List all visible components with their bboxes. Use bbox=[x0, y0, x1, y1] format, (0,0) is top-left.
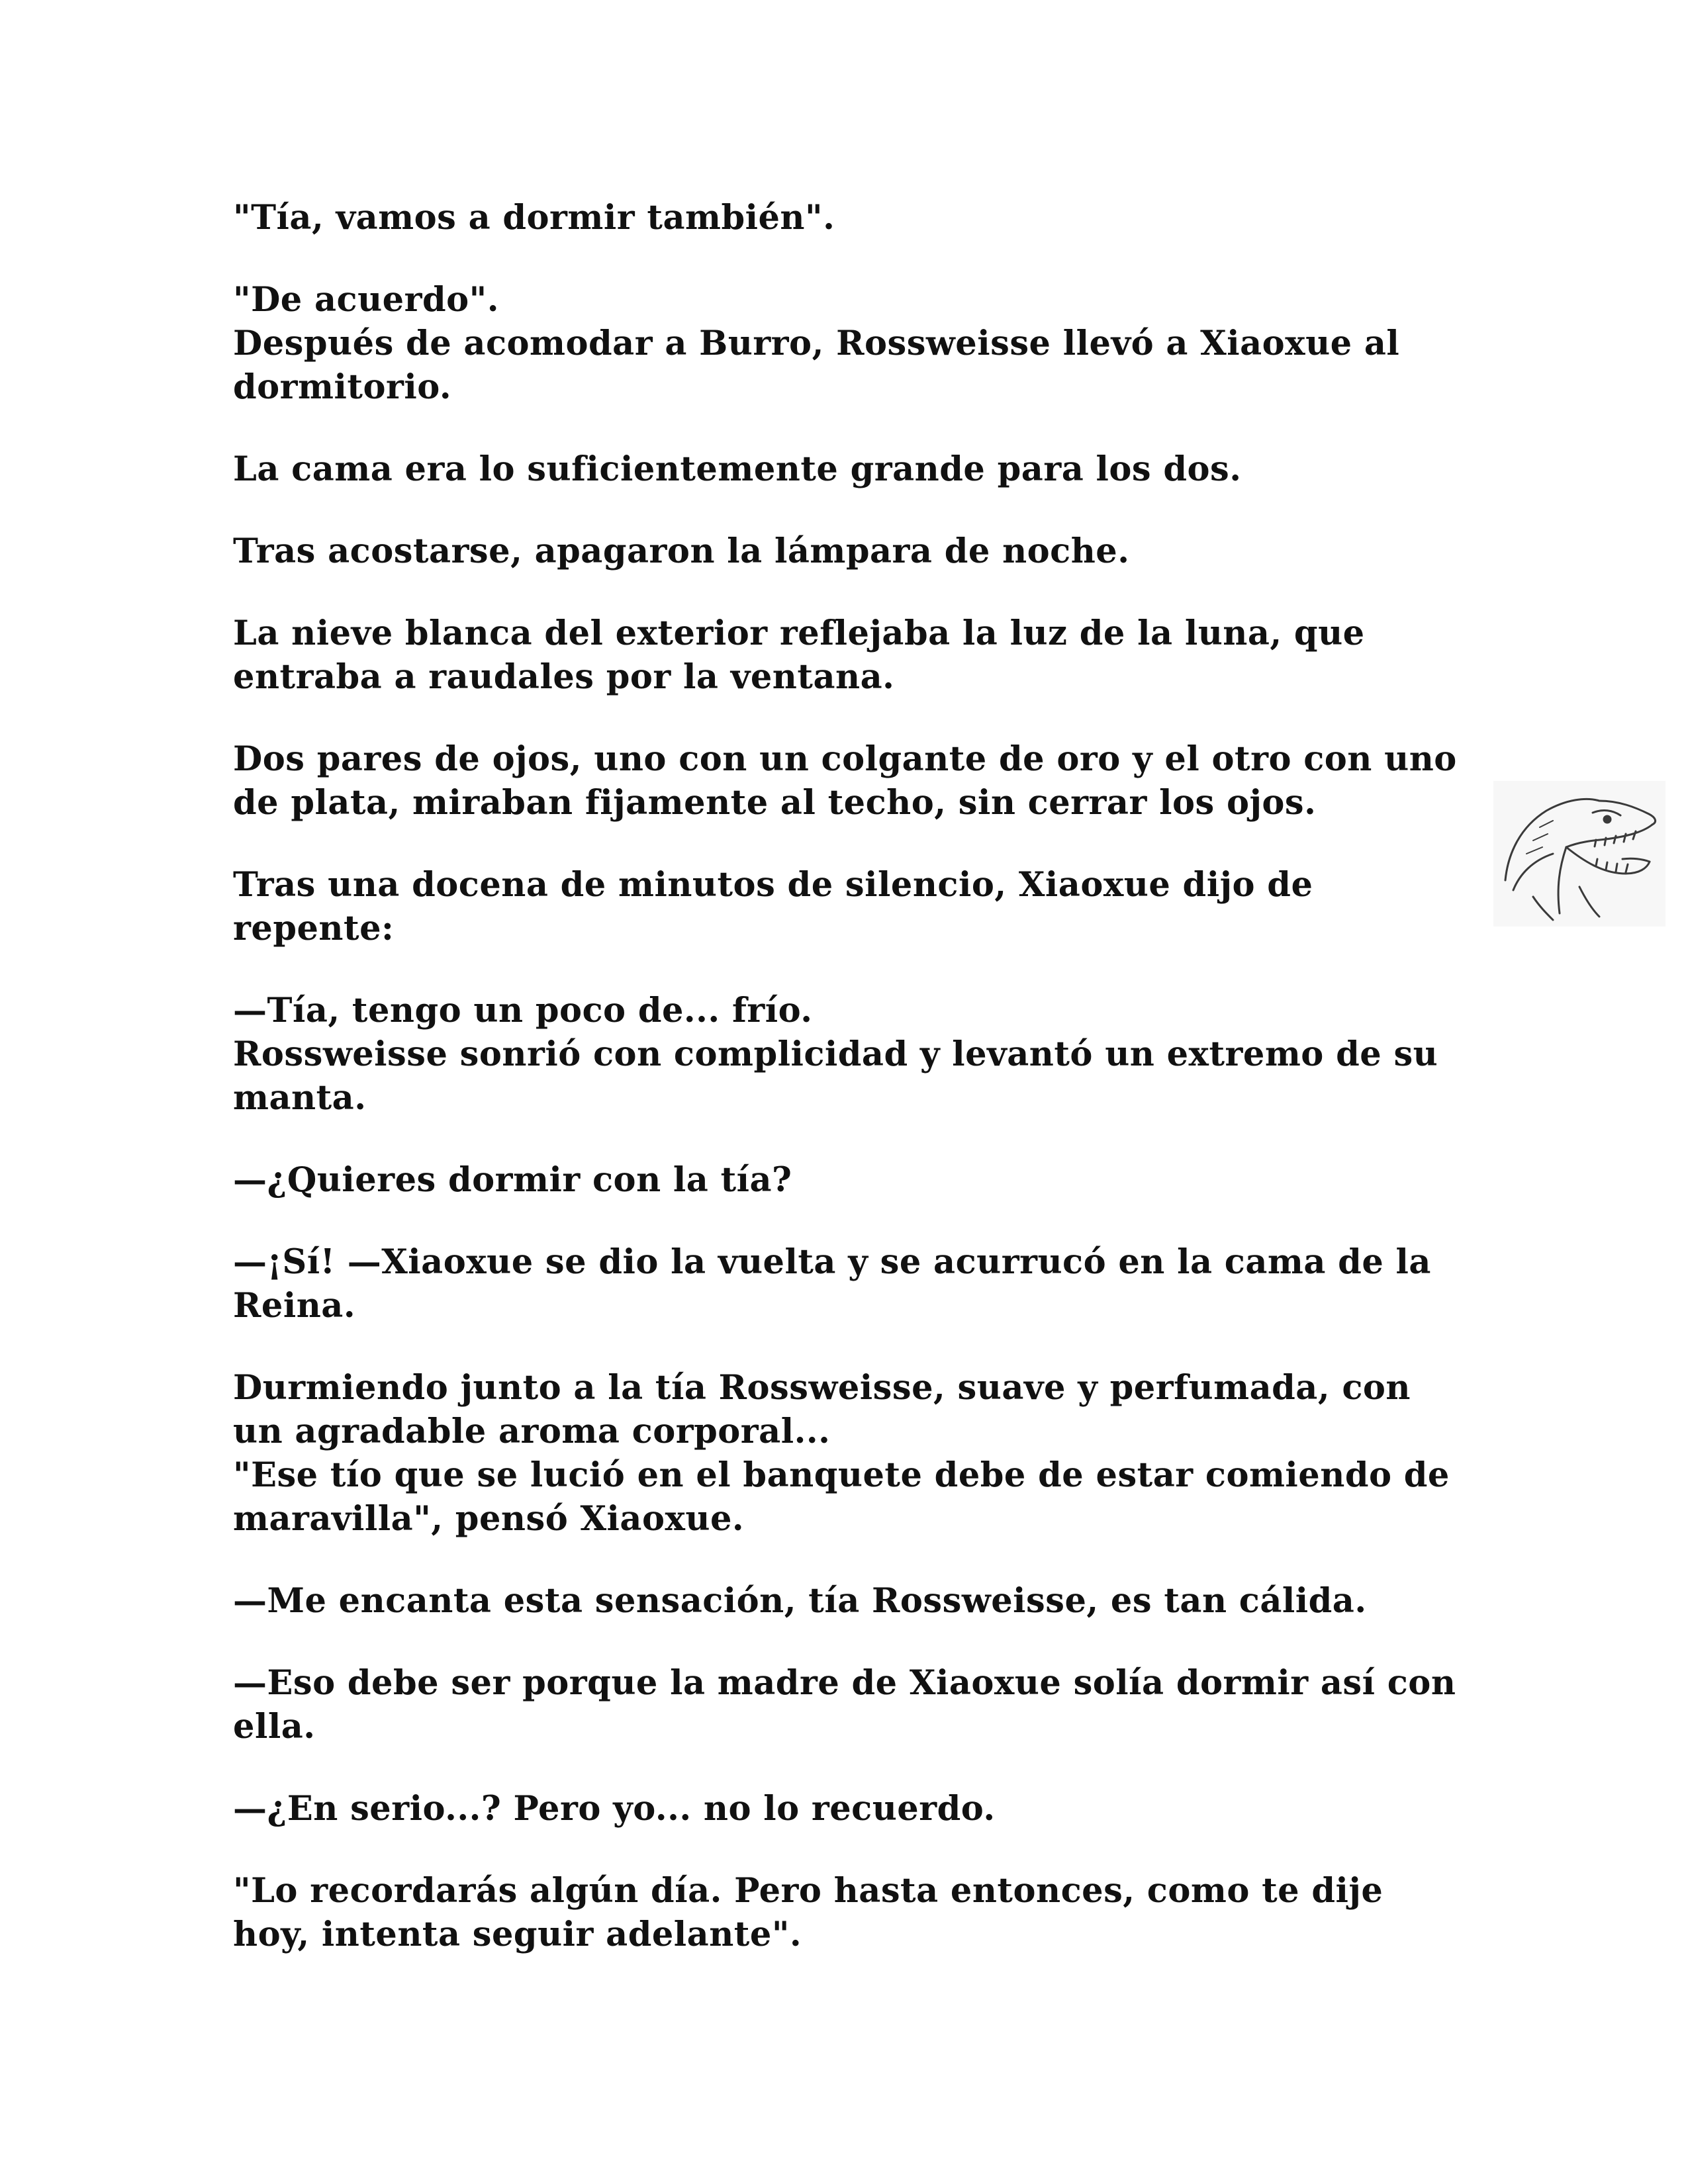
paragraph-line: "Lo recordarás algún día. Pero hasta entonces, como te dije hoy, intenta seguir adelante". bbox=[233, 1871, 1383, 1954]
paragraph-line: "Ese tío que se lució en el banquete debe de estar comiendo de maravilla", pensó Xiaoxue. bbox=[233, 1455, 1450, 1539]
paragraph-14 bbox=[233, 1787, 1464, 1831]
paragraph-1 bbox=[233, 196, 1464, 240]
paragraph-line: —Tía, tengo un poco de... frío. bbox=[233, 991, 813, 1030]
paragraph-line: Tras una docena de minutos de silencio, Xiaoxue dijo de repente: bbox=[233, 865, 1313, 948]
paragraph-line: La cama era lo suficientemente grande para los dos. bbox=[233, 449, 1242, 489]
dinosaur-head-icon bbox=[1493, 781, 1665, 927]
paragraph-13 bbox=[233, 1661, 1464, 1749]
paragraph-4 bbox=[233, 529, 1464, 573]
paragraph-8 bbox=[233, 989, 1464, 1120]
paragraph-line: —¡Sí! —Xiaoxue se dio la vuelta y se acurrucó en la cama de la Reina. bbox=[233, 1242, 1431, 1326]
paragraph-line: —¿En serio...? Pero yo... no lo recuerdo. bbox=[233, 1789, 996, 1829]
paragraph-6 bbox=[233, 737, 1464, 825]
paragraph-line: "De acuerdo". bbox=[233, 280, 499, 320]
paragraph-line: La nieve blanca del exterior reflejaba la luz de la luna, que entraba a raudales por la ventana. bbox=[233, 614, 1365, 697]
text-column bbox=[233, 196, 1464, 1995]
paragraph-12 bbox=[233, 1579, 1464, 1623]
paragraph-line: Durmiendo junto a la tía Rossweisse, suave y perfumada, con un agradable aroma corporal... bbox=[233, 1368, 1411, 1451]
paragraph-line: Rossweisse sonrió con complicidad y levantó un extremo de su manta. bbox=[233, 1034, 1438, 1118]
paragraph-2 bbox=[233, 278, 1464, 409]
paragraph-line: —Eso debe ser porque la madre de Xiaoxue solía dormir así con ella. bbox=[233, 1663, 1456, 1747]
paragraph-line: Tras acostarse, apagaron la lámpara de noche. bbox=[233, 531, 1130, 571]
paragraph-line: —¿Quieres dormir con la tía? bbox=[233, 1160, 792, 1200]
paragraph-3 bbox=[233, 447, 1464, 491]
paragraph-7 bbox=[233, 863, 1464, 950]
paragraph-11 bbox=[233, 1366, 1464, 1541]
paragraph-10 bbox=[233, 1240, 1464, 1328]
paragraph-line: Después de acomodar a Burro, Rossweisse llevó a Xiaoxue al dormitorio. bbox=[233, 324, 1400, 407]
paragraph-line: "Tía, vamos a dormir también". bbox=[233, 198, 835, 238]
paragraph-line: —Me encanta esta sensación, tía Rossweisse, es tan cálida. bbox=[233, 1581, 1367, 1621]
paragraph-5 bbox=[233, 612, 1464, 699]
paragraph-15 bbox=[233, 1869, 1464, 1956]
paragraph-9 bbox=[233, 1158, 1464, 1202]
paragraph-line: Dos pares de ojos, uno con un colgante de oro y el otro con uno de plata, miraban fijamente al techo, sin cerrar los ojos. bbox=[233, 739, 1457, 823]
